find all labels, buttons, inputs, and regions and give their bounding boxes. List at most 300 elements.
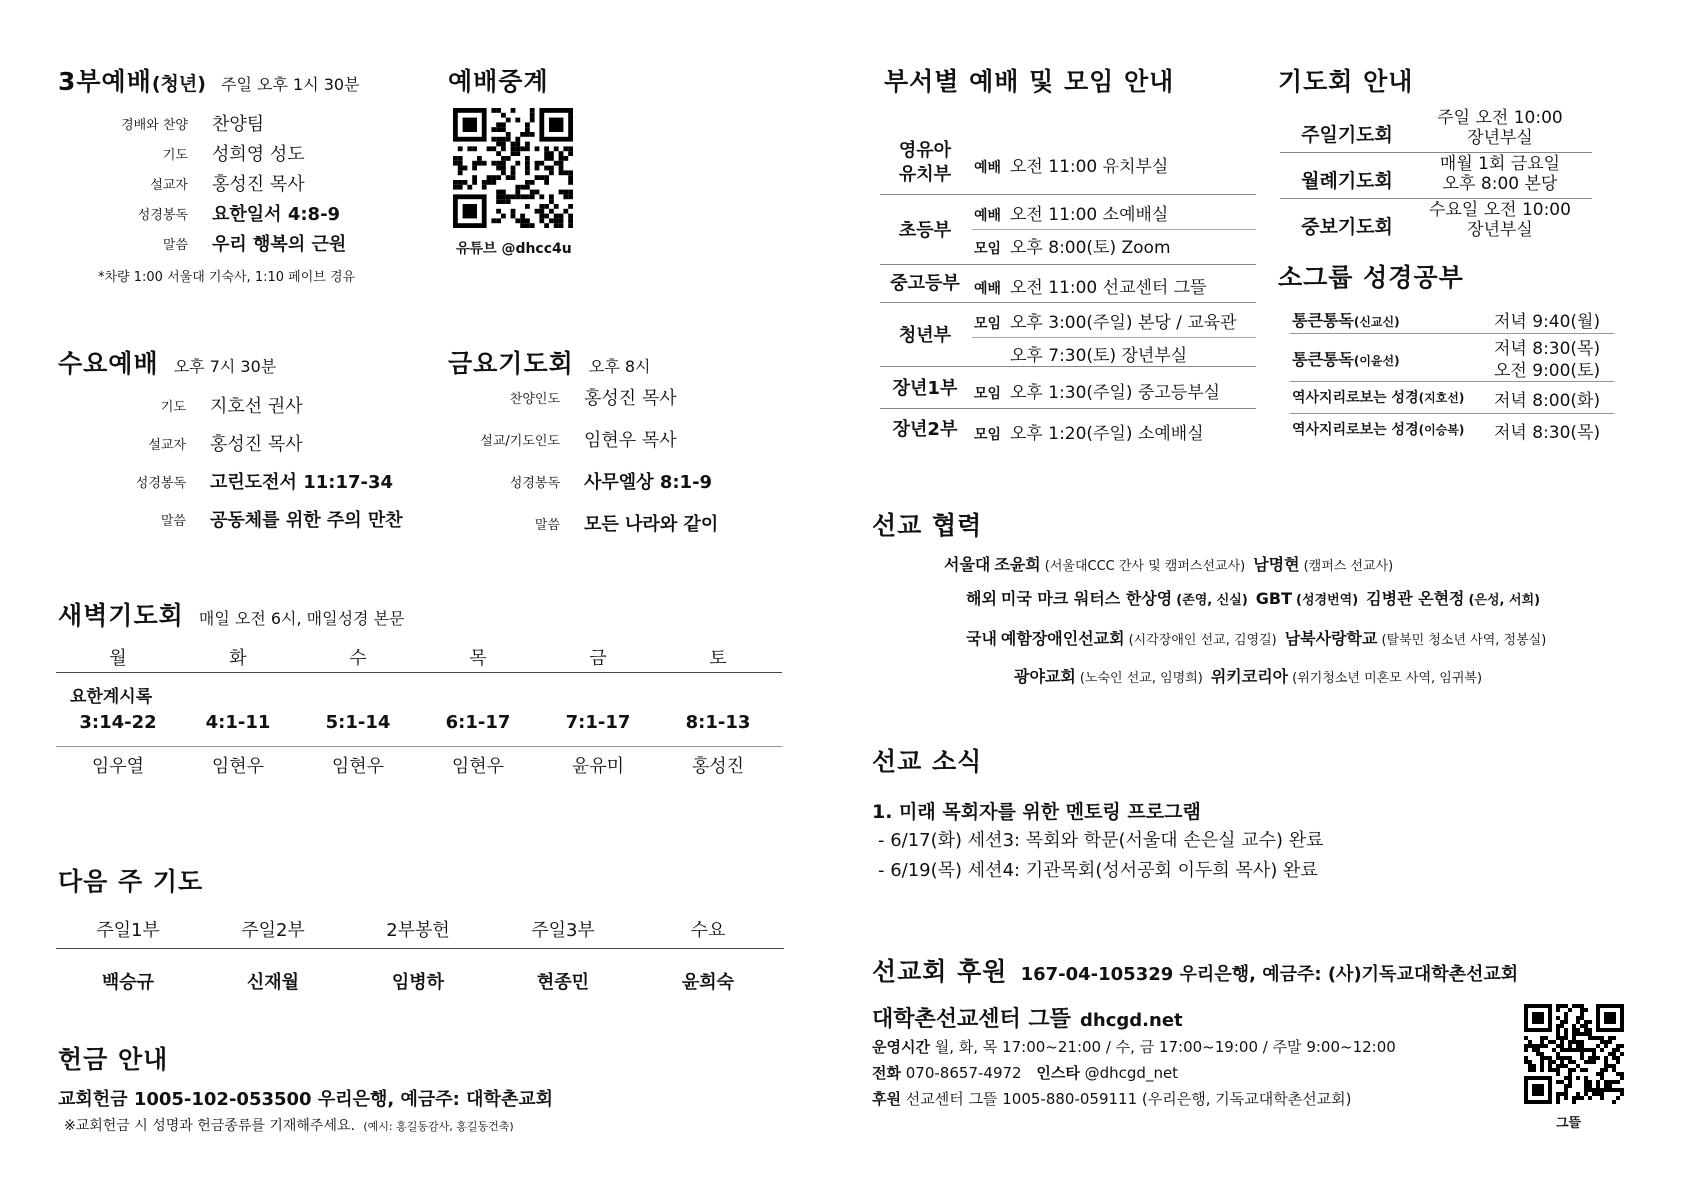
- qr-module: [1556, 1028, 1560, 1032]
- qr-module: [1560, 1048, 1564, 1052]
- qr-module: [501, 199, 506, 204]
- friday-header: [448, 344, 651, 380]
- qr-module: [1604, 1060, 1608, 1064]
- qr-module: [1568, 1044, 1572, 1048]
- qr-module: [1532, 1044, 1536, 1048]
- qr-module: [496, 175, 501, 180]
- qr-module: [1548, 1064, 1552, 1068]
- small-group-title: 역사지리로보는 성경: [1292, 390, 1419, 406]
- department-text: 오전 11:00 유치부실: [1010, 157, 1169, 177]
- qr-module: [1608, 1036, 1612, 1040]
- qr-module: [506, 132, 511, 137]
- qr-module: [1560, 1036, 1564, 1040]
- qr-module: [1568, 1080, 1572, 1084]
- qr-module: [1604, 1040, 1608, 1044]
- qr-module: [515, 218, 520, 223]
- qr-module: [482, 161, 487, 166]
- mission-news-item-title: 1. 미래 목회자를 위한 멘토링 프로그램: [872, 801, 1201, 823]
- qr-module: [1564, 1028, 1568, 1032]
- qr-module: [525, 223, 530, 228]
- qr-module: [554, 214, 559, 219]
- qr-module: [1604, 1088, 1608, 1092]
- qr-module: [1556, 1096, 1560, 1100]
- mission-name: 남명현: [1253, 555, 1300, 574]
- department-text: 오후 8:00(토) Zoom: [1010, 238, 1171, 258]
- prayer-meeting-time: 주일 오전 10:00: [1437, 108, 1563, 128]
- mission-name: 조윤희: [994, 555, 1041, 574]
- next-prayer-header: 주일3부: [531, 920, 595, 941]
- center-url[interactable]: dhcgd.net: [1080, 1010, 1183, 1031]
- qr-module: [1596, 1036, 1600, 1040]
- qr-module: [506, 175, 511, 180]
- dawn-leader: 임우열: [91, 756, 145, 777]
- qr-module: [515, 161, 520, 166]
- qr-module: [568, 214, 573, 219]
- qr-module: [1560, 1040, 1564, 1044]
- qr-module: [1584, 1032, 1588, 1036]
- dawn-day: 월: [109, 648, 127, 669]
- qr-finder-core: [463, 204, 477, 218]
- department-name: 청년부: [898, 325, 952, 346]
- qr-module: [463, 180, 468, 185]
- qr-module: [511, 108, 516, 113]
- qr-module: [525, 142, 530, 147]
- qr-module: [525, 185, 530, 190]
- small-group-time: 저녁 8:00(화): [1494, 391, 1601, 411]
- qr-module: [1576, 1064, 1580, 1068]
- dawn-day: 금: [589, 648, 607, 669]
- qr-module: [539, 194, 544, 199]
- qr-module: [535, 190, 540, 195]
- friday-row-value: 모든 나라와 같이: [584, 514, 719, 535]
- prayer-meeting-place: 오후 8:00 본당: [1442, 174, 1558, 194]
- qr-module: [1580, 1032, 1584, 1036]
- qr-module: [501, 122, 506, 127]
- qr-module: [1540, 1040, 1544, 1044]
- dawn-passage: 7:1-17: [565, 712, 631, 733]
- dawn-title: 새벽기도회: [58, 601, 184, 630]
- qr-module: [501, 113, 506, 118]
- qr-module: [1540, 1068, 1544, 1072]
- qr-module: [515, 137, 520, 142]
- next-prayer-title: 다음 주 기도: [58, 867, 204, 896]
- qr-module: [515, 190, 520, 195]
- qr-module: [515, 194, 520, 199]
- prayer-meeting-place: 장년부실: [1467, 220, 1533, 240]
- qr-module: [1616, 1096, 1620, 1100]
- qr-module: [1600, 1036, 1604, 1040]
- qr-module: [568, 146, 573, 151]
- qr-module: [535, 146, 540, 151]
- qr-module: [549, 199, 554, 204]
- departments-title: 부서별 예배 및 모임 안내: [884, 67, 1175, 96]
- qr-module: [525, 156, 530, 161]
- qr-module: [1620, 1088, 1624, 1092]
- mission-note: (성경번역): [1296, 593, 1359, 608]
- mission-name: 서울대: [944, 555, 991, 574]
- mission-row: [966, 626, 1554, 649]
- mission-note: (탈북민 청소년 사역, 정봉실): [1381, 633, 1547, 648]
- qr-module: [520, 194, 525, 199]
- qr-module: [539, 204, 544, 209]
- qr-module: [1600, 1072, 1604, 1076]
- qr-module: [1576, 1096, 1580, 1100]
- offering-note: [64, 1115, 514, 1135]
- qr-module: [525, 161, 530, 166]
- small-groups-title: 소그룹 성경공부: [1278, 263, 1464, 292]
- qr-module: [496, 190, 501, 195]
- qr-module: [1584, 1084, 1588, 1088]
- qr-module: [501, 214, 506, 219]
- qr-module: [1556, 1004, 1560, 1008]
- prayer-meeting-place: 장년부실: [1467, 128, 1533, 148]
- qr-module: [1596, 1088, 1600, 1092]
- qr-module: [525, 194, 530, 199]
- qr-module: [1576, 1044, 1580, 1048]
- qr-module: [520, 218, 525, 223]
- qr-module: [549, 218, 554, 223]
- small-group-title: 통큰통독: [1292, 311, 1354, 330]
- qr-module: [568, 190, 573, 195]
- qr-module: [1580, 1040, 1584, 1044]
- qr-module: [1588, 1036, 1592, 1040]
- service3-time: 주일 오후 1시 30분: [221, 75, 360, 94]
- qr-module: [1600, 1076, 1604, 1080]
- qr-module: [1532, 1064, 1536, 1068]
- qr-module: [453, 180, 458, 185]
- qr-module: [496, 122, 501, 127]
- qr-module: [525, 122, 530, 127]
- qr-module: [525, 127, 530, 132]
- qr-module: [520, 223, 525, 228]
- qr-module: [549, 170, 554, 175]
- qr-module: [525, 218, 530, 223]
- qr-module: [1524, 1056, 1528, 1060]
- department-name: 장년2부: [892, 419, 958, 440]
- friday-row-value: 임현우 목사: [584, 430, 677, 451]
- qr-module: [554, 204, 559, 209]
- qr-module: [1568, 1060, 1572, 1064]
- qr-module: [491, 180, 496, 185]
- friday-row-label: 성경봉독: [509, 476, 560, 491]
- mission-name: 광야교회: [1014, 667, 1076, 686]
- qr-module: [1580, 1048, 1584, 1052]
- dawn-leader: 임현우: [331, 756, 385, 777]
- friday-row-value: 홍성진 목사: [584, 388, 677, 409]
- qr-module: [491, 218, 496, 223]
- qr-module: [530, 190, 535, 195]
- qr-module: [559, 223, 564, 228]
- small-group-leader: (지호선): [1418, 391, 1465, 405]
- qr-module: [1552, 1048, 1556, 1052]
- qr-module: [1612, 1048, 1616, 1052]
- mission-news-title: 선교 소식: [872, 747, 983, 776]
- qr-module: [496, 142, 501, 147]
- dawn-day: 화: [229, 648, 247, 669]
- qr-module: [487, 175, 492, 180]
- department-tag: 모임: [974, 241, 1002, 257]
- prayer-meetings-title: 기도회 안내: [1278, 67, 1414, 96]
- wednesday-row-value: 지호선 권사: [210, 396, 303, 417]
- qr-module: [1556, 1036, 1560, 1040]
- qr-module: [1592, 1060, 1596, 1064]
- qr-module: [1612, 1052, 1616, 1056]
- qr-module: [458, 161, 463, 166]
- qr-module: [1560, 1056, 1564, 1060]
- department-text: 오후 3:00(주일) 본당 / 교육관: [1010, 313, 1237, 333]
- center-hours: [872, 1036, 1396, 1057]
- qr-module: [549, 194, 554, 199]
- mission-name: 예함장애인선교회: [1000, 629, 1125, 648]
- center-support: [872, 1088, 1352, 1109]
- qr-module: [1600, 1092, 1604, 1096]
- qr-module: [554, 218, 559, 223]
- qr-module: [1564, 1048, 1568, 1052]
- qr-module: [501, 161, 506, 166]
- department-line: [974, 273, 1207, 298]
- qr-module: [1616, 1044, 1620, 1048]
- qr-module: [491, 108, 496, 113]
- qr-module: [1612, 1088, 1616, 1092]
- qr-module: [1580, 1068, 1584, 1072]
- service3-row-value: 홍성진 목사: [212, 174, 305, 195]
- qr-module: [1584, 1048, 1588, 1052]
- qr-module: [1584, 1092, 1588, 1096]
- department-text: 오후 1:30(주일) 중고등부실: [1010, 383, 1221, 403]
- qr-module: [1564, 1012, 1568, 1016]
- qr-module: [1596, 1072, 1600, 1076]
- qr-module: [515, 146, 520, 151]
- qr-module: [1560, 1060, 1564, 1064]
- qr-module: [1552, 1040, 1556, 1044]
- center-qr-icon[interactable]: [1524, 1004, 1624, 1104]
- qr-module: [1552, 1068, 1556, 1072]
- qr-module: [544, 146, 549, 151]
- qr-module: [1528, 1064, 1532, 1068]
- next-prayer-name: 윤희숙: [681, 972, 735, 993]
- qr-module: [1572, 1100, 1576, 1104]
- qr-module: [1564, 1088, 1568, 1092]
- qr-module: [1536, 1044, 1540, 1048]
- youtube-qr-icon[interactable]: [453, 108, 573, 228]
- qr-module: [511, 146, 516, 151]
- qr-module: [501, 190, 506, 195]
- service3-row-label: 경배와 찬양: [121, 118, 188, 133]
- qr-module: [1540, 1064, 1544, 1068]
- qr-module: [1612, 1068, 1616, 1072]
- qr-module: [539, 214, 544, 219]
- qr-module: [539, 218, 544, 223]
- department-line: [974, 341, 1187, 366]
- qr-module: [1584, 1024, 1588, 1028]
- qr-module: [563, 170, 568, 175]
- qr-module: [1564, 1076, 1568, 1080]
- qr-module: [506, 194, 511, 199]
- prayer-meeting-time: 수요일 오전 10:00: [1429, 200, 1571, 220]
- qr-module: [1612, 1056, 1616, 1060]
- qr-module: [1608, 1064, 1612, 1068]
- service3-row-value: 찬양팀: [212, 114, 265, 135]
- qr-module: [535, 175, 540, 180]
- qr-module: [1540, 1060, 1544, 1064]
- wednesday-title: 수요예배: [58, 349, 159, 378]
- qr-module: [1560, 1092, 1564, 1096]
- qr-module: [559, 151, 564, 156]
- qr-module: [559, 218, 564, 223]
- qr-module: [1556, 1056, 1560, 1060]
- qr-module: [1560, 1080, 1564, 1084]
- prayer-meeting-name: 월례기도회: [1301, 170, 1393, 192]
- qr-finder-core: [1532, 1012, 1544, 1024]
- qr-finder-core: [1604, 1012, 1616, 1024]
- mission-note: (존영, 신실): [1176, 593, 1248, 608]
- qr-module: [563, 146, 568, 151]
- qr-module: [1616, 1080, 1620, 1084]
- qr-module: [1604, 1068, 1608, 1072]
- department-name: 장년1부: [892, 378, 958, 399]
- qr-module: [496, 151, 501, 156]
- center-phone-label: 전화: [872, 1064, 901, 1082]
- qr-module: [491, 146, 496, 151]
- qr-module: [539, 161, 544, 166]
- qr-module: [453, 161, 458, 166]
- wednesday-row-value: 공동체를 위한 주의 만찬: [210, 510, 403, 531]
- qr-module: [568, 151, 573, 156]
- qr-module: [1580, 1052, 1584, 1056]
- qr-module: [1584, 1068, 1588, 1072]
- service3-row-label: 성경봉독: [137, 208, 188, 223]
- mission-title: 선교 협력: [872, 511, 983, 540]
- friday-time: 오후 8시: [588, 357, 651, 376]
- center-insta[interactable]: @dhcgd_net: [1084, 1064, 1179, 1082]
- qr-module: [472, 180, 477, 185]
- department-line: [974, 152, 1168, 177]
- dawn-book: 요한계시록: [70, 687, 153, 707]
- dawn-passage: 5:1-14: [325, 712, 391, 733]
- qr-module: [496, 161, 501, 166]
- qr-module: [530, 108, 535, 113]
- qr-module: [1612, 1064, 1616, 1068]
- department-separator: [880, 194, 1256, 195]
- offering-note-text: ※교회헌금 시 성명과 헌금종류를 기재해주세요.: [64, 1118, 355, 1134]
- qr-module: [453, 156, 458, 161]
- department-tag: 예배: [974, 160, 1002, 176]
- qr-module: [496, 194, 501, 199]
- small-group-title: 역사지리로보는 성경: [1292, 422, 1419, 438]
- department-text: 오전 11:00 선교센터 그뜰: [1010, 278, 1207, 298]
- qr-module: [1540, 1056, 1544, 1060]
- qr-module: [506, 118, 511, 123]
- mission-news-line-2: - 6/19(목) 세션4: 기관목회(성서공회 이두희 목사) 완료: [878, 860, 1318, 881]
- qr-module: [1584, 1076, 1588, 1080]
- qr-finder-core: [1532, 1084, 1544, 1096]
- department-inner-line: [972, 337, 1256, 338]
- qr-module: [1592, 1052, 1596, 1056]
- qr-module: [1564, 1004, 1568, 1008]
- qr-module: [1556, 1080, 1560, 1084]
- qr-module: [1548, 1056, 1552, 1060]
- small-group-name: [1292, 387, 1464, 407]
- qr-module: [501, 156, 506, 161]
- qr-module: [544, 166, 549, 171]
- dawn-time: 매일 오전 6시, 매일성경 본문: [198, 609, 405, 628]
- qr-module: [568, 194, 573, 199]
- broadcast-title: 예배중계: [448, 67, 549, 96]
- next-prayer-name: 현종민: [536, 972, 590, 993]
- qr-module: [1596, 1084, 1600, 1088]
- qr-module: [1584, 1020, 1588, 1024]
- qr-module: [1592, 1036, 1596, 1040]
- dawn-passage: 6:1-17: [445, 712, 511, 733]
- qr-module: [496, 199, 501, 204]
- qr-module: [1548, 1068, 1552, 1072]
- qr-module: [1548, 1040, 1552, 1044]
- qr-module: [1596, 1044, 1600, 1048]
- qr-module: [525, 132, 530, 137]
- qr-module: [520, 214, 525, 219]
- service3-row-value: 성희영 성도: [212, 144, 305, 165]
- qr-module: [525, 204, 530, 209]
- qr-module: [511, 166, 516, 171]
- qr-module: [1620, 1044, 1624, 1048]
- qr-module: [472, 175, 477, 180]
- qr-module: [1596, 1080, 1600, 1084]
- friday-row-label: 설교/기도인도: [480, 434, 560, 449]
- center-support-label: 후원: [872, 1090, 901, 1108]
- qr-module: [1572, 1096, 1576, 1100]
- qr-module: [487, 180, 492, 185]
- qr-module: [1580, 1012, 1584, 1016]
- qr-module: [1524, 1048, 1528, 1052]
- qr-module: [1568, 1056, 1572, 1060]
- qr-module: [1584, 1088, 1588, 1092]
- qr-module: [1528, 1068, 1532, 1072]
- department-tag: 모임: [974, 316, 1002, 332]
- qr-module: [1588, 1096, 1592, 1100]
- qr-module: [1564, 1056, 1568, 1060]
- qr-module: [530, 118, 535, 123]
- prayer-meeting-separator: [1280, 198, 1592, 199]
- qr-module: [1536, 1052, 1540, 1056]
- qr-module: [530, 113, 535, 118]
- qr-module: [1576, 1020, 1580, 1024]
- mission-name: 미국 마크 워터스 한상영: [1000, 589, 1173, 608]
- department-inner-line: [972, 229, 1256, 230]
- qr-module: [1604, 1084, 1608, 1088]
- qr-module: [458, 180, 463, 185]
- qr-module: [559, 161, 564, 166]
- qr-module: [1556, 1044, 1560, 1048]
- qr-module: [1588, 1084, 1592, 1088]
- department-separator: [880, 408, 1256, 409]
- qr-module: [1544, 1044, 1548, 1048]
- qr-module: [1528, 1060, 1532, 1064]
- qr-module: [515, 185, 520, 190]
- qr-module: [1600, 1040, 1604, 1044]
- small-group-time: 오전 9:00(토): [1494, 361, 1601, 381]
- mission-note: (서울대CCC 간사 및 캠퍼스선교사): [1044, 559, 1246, 574]
- dawn-day: 수: [349, 648, 367, 669]
- service3-row-value: 요한일서 4:8-9: [212, 204, 341, 225]
- qr-module: [1584, 1060, 1588, 1064]
- qr-module: [1564, 1092, 1568, 1096]
- qr-module: [535, 166, 540, 171]
- friday-row-label: 찬양인도: [509, 392, 560, 407]
- qr-module: [1556, 1052, 1560, 1056]
- qr-module: [549, 156, 554, 161]
- qr-module: [539, 209, 544, 214]
- wednesday-row-label: 성경봉독: [135, 476, 186, 491]
